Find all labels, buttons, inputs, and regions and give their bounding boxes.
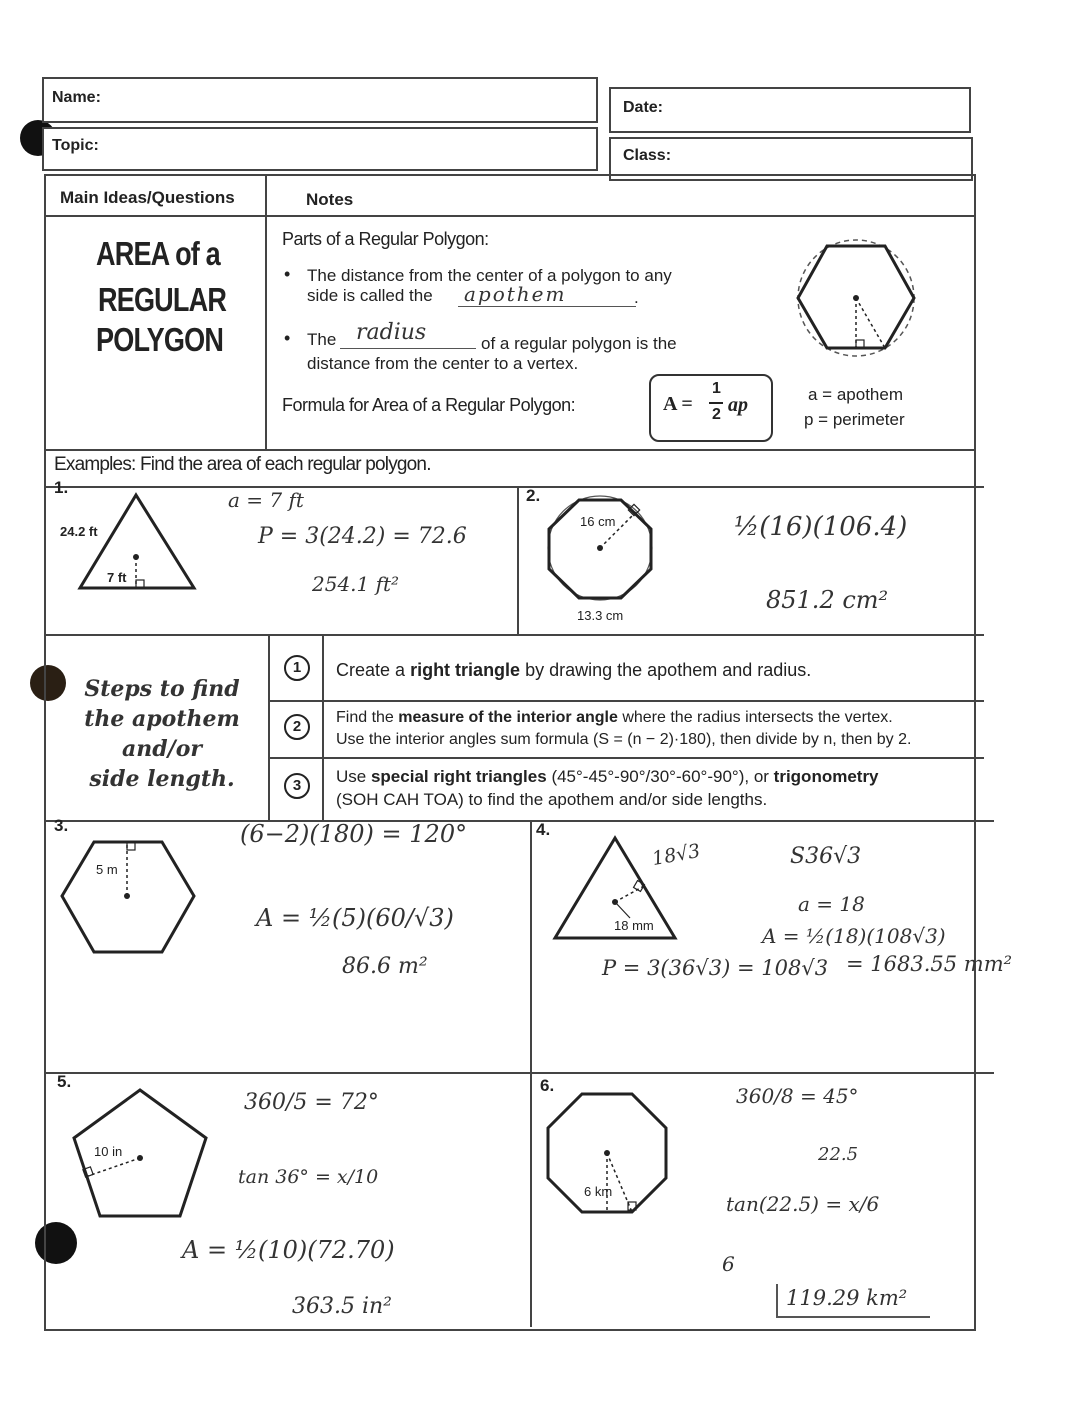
ex4-work-6: = 1683.55 mm² (846, 952, 1013, 976)
ex5-work-3: A = ½(10)(72.70) (182, 1236, 395, 1264)
legend-perimeter: p = perimeter (804, 410, 905, 429)
ex2-octagon (544, 494, 658, 604)
bullet2-answer: radius (356, 320, 427, 345)
bullet2-line-c: distance from the center to a vertex. (307, 354, 579, 373)
ex1-work-2: P = 3(24.2) = 72.6 (258, 524, 467, 549)
ex2-number: 2. (526, 486, 541, 505)
ex6-number: 6. (540, 1076, 555, 1095)
ex2-work-2: 851.2 cm² (766, 586, 889, 614)
steps-label-3: side length. (89, 766, 235, 792)
ex3-number: 3. (54, 816, 69, 835)
date-label: Date: (623, 99, 664, 116)
ex5-pentagon (70, 1086, 210, 1220)
bullet1-line-b: side is called the (307, 286, 433, 305)
ex4-work-2: S36√3 (790, 844, 862, 869)
step-2-text-b: Use the interior angles sum formula (S = (n − 2)·180), then divide by n, then by 2. (336, 731, 912, 748)
ex6-work-2: 22.5 (818, 1144, 859, 1165)
ex5-number: 5. (57, 1072, 72, 1091)
ex1-apothem-label: 7 ft (107, 570, 127, 585)
step-2-text-a: Find the measure of the interior angle where the radius intersects the vertex. (336, 709, 893, 726)
date-box (609, 87, 971, 133)
ex5-apothem-label: 10 in (94, 1144, 123, 1159)
ex2-radius-label: 16 cm (580, 514, 616, 529)
step-1-number: 1 (284, 655, 310, 681)
name-label: Name: (52, 89, 101, 106)
step-2-number: 2 (284, 714, 310, 740)
step-3-text-b: (SOH CAH TOA) to find the apothem and/or side lengths. (336, 790, 768, 809)
ex2-work-1: ½(16)(106.4) (734, 512, 908, 542)
step-3-number: 3 (284, 773, 310, 799)
formula-frac-den: 2 (712, 406, 721, 423)
ex3-work-1: (6−2)(180) = 120° (240, 820, 468, 848)
bullet-dot-1: • (284, 264, 291, 284)
title-line-2: REGULAR (98, 281, 227, 318)
ex4-work-3: a = 18 (798, 892, 865, 916)
ex4-work-1: 18√3 (650, 839, 702, 871)
ex4-number: 4. (536, 820, 551, 839)
bullet2-line-a: The (307, 330, 337, 349)
bullet1-line-a: The distance from the center of a polygon to any (307, 266, 672, 285)
legend-apothem: a = apothem (808, 385, 903, 404)
parts-heading: Parts of a Regular Polygon: (282, 229, 489, 249)
bullet2-line-b: of a regular polygon is the (481, 334, 677, 353)
step-1-text: Create a right triangle by drawing the apothem and radius. (336, 660, 812, 680)
ex6-work-1: 360/8 = 45° (736, 1084, 859, 1108)
title-line-1: AREA of a (96, 235, 220, 272)
ex5-work-4: 363.5 in² (292, 1294, 392, 1319)
notes-header: Notes (306, 190, 354, 209)
ex1-work-1: a = 7 ft (228, 488, 304, 512)
ex6-work-3: tan(22.5) = x/6 (726, 1192, 880, 1216)
bullet1-end: . (634, 288, 639, 307)
steps-label (62, 674, 262, 794)
ex3-work-2: A = ½(5)(60/√3) (256, 904, 454, 932)
ex6-apothem-label: 6 km (584, 1184, 613, 1199)
bullet1-blank (458, 306, 636, 307)
ex4-work-4: A = ½(18)(108√3) (762, 924, 946, 948)
ex2-side-label: 13.3 cm (577, 608, 624, 623)
ex1-side-label: 24.2 ft (60, 524, 98, 539)
steps-label-2: the apothem and/or (84, 706, 240, 762)
name-box (42, 77, 598, 123)
ex6-work-5: 119.29 km² (786, 1286, 908, 1310)
ex1-number: 1. (54, 478, 69, 497)
examples-heading: Examples: Find the area of each regular polygon. (54, 454, 431, 475)
bullet1-answer: apothem (464, 282, 567, 306)
formula-frac-bar (709, 402, 723, 404)
ex3-apothem-label: 5 m (96, 862, 118, 877)
topic-label: Topic: (52, 137, 99, 154)
main-ideas-header: Main Ideas/Questions (60, 188, 235, 207)
steps-label-1: Steps to find (84, 676, 240, 702)
ex5-work-1: 360/5 = 72° (244, 1090, 379, 1115)
ex5-work-2: tan 36° = x/10 (238, 1166, 379, 1188)
formula-heading: Formula for Area of a Regular Polygon: (282, 395, 576, 415)
formula-frac-num: 1 (712, 380, 721, 397)
formula-lhs: A = (663, 393, 693, 415)
ex6-work-4: 6 (722, 1252, 735, 1276)
ex4-apothem-label: 18 mm (614, 918, 654, 933)
class-label: Class: (623, 147, 672, 164)
title-line-3: POLYGON (96, 321, 224, 358)
ex3-hexagon (60, 838, 196, 958)
ex1-work-3: 254.1 ft² (312, 572, 400, 596)
bullet-dot-2: • (284, 328, 291, 348)
hexagon-diagram (796, 236, 920, 356)
step-3-text-a: Use special right triangles (45°-45°-90°/30°-60°-90°), or trigonometry (336, 767, 879, 786)
formula-rhs: ap (728, 394, 748, 416)
ex4-work-5: P = 3(36√3) = 108√3 (602, 956, 829, 980)
ex3-work-3: 86.6 m² (342, 954, 428, 979)
ex1-triangle (78, 492, 198, 592)
bullet2-blank (340, 348, 476, 349)
topic-box (42, 127, 598, 171)
